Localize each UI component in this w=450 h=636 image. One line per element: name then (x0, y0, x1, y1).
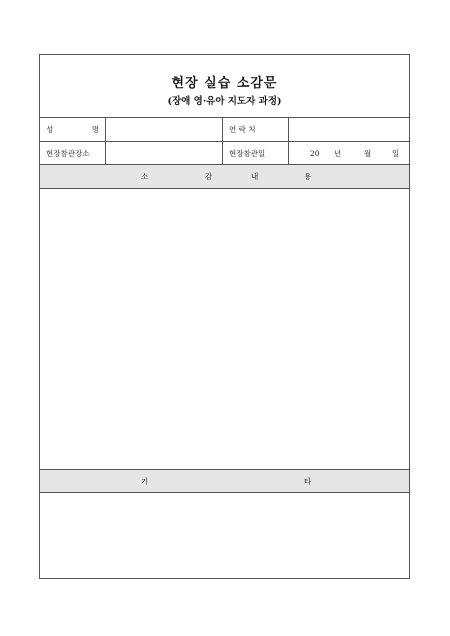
impressions-header-char3: 내 (251, 172, 259, 181)
contact-label: 연 락 처 (229, 125, 256, 134)
contact-label-cell (223, 118, 289, 141)
form-header (40, 55, 409, 118)
form-title: 현장 실습 소감문 (171, 76, 278, 91)
place-date-row (40, 142, 409, 165)
name-contact-row (40, 118, 409, 142)
impressions-header (40, 165, 409, 189)
practicum-impression-form (39, 54, 410, 579)
impressions-header-char2: 감 (205, 172, 213, 181)
date-prefix: 20 (310, 148, 320, 158)
impressions-header-char1: 소 (141, 172, 149, 181)
date-input-cell[interactable] (289, 142, 409, 164)
date-year-label: 년 (334, 148, 342, 158)
name-input-cell[interactable] (106, 118, 223, 141)
name-label-part1: 성 (46, 125, 54, 134)
other-header (40, 470, 409, 493)
impressions-content-area[interactable] (40, 189, 409, 470)
place-label: 현장참관장소 (46, 148, 90, 158)
contact-input-cell[interactable] (289, 118, 409, 141)
other-header-char1: 기 (141, 476, 149, 486)
name-label-cell (40, 118, 106, 141)
other-header-char2: 타 (304, 476, 312, 486)
date-label: 현장참관일 (229, 148, 266, 158)
impressions-header-char4: 용 (304, 172, 312, 181)
form-subtitle: (장애 영·유아 지도자 과정) (167, 96, 282, 107)
name-label-part2: 명 (91, 125, 99, 134)
date-label-cell (223, 142, 289, 164)
date-day-label: 일 (392, 148, 400, 158)
place-label-cell (40, 142, 106, 164)
other-content-area[interactable] (40, 493, 409, 579)
place-input-cell[interactable] (106, 142, 223, 164)
date-month-label: 월 (364, 148, 372, 158)
